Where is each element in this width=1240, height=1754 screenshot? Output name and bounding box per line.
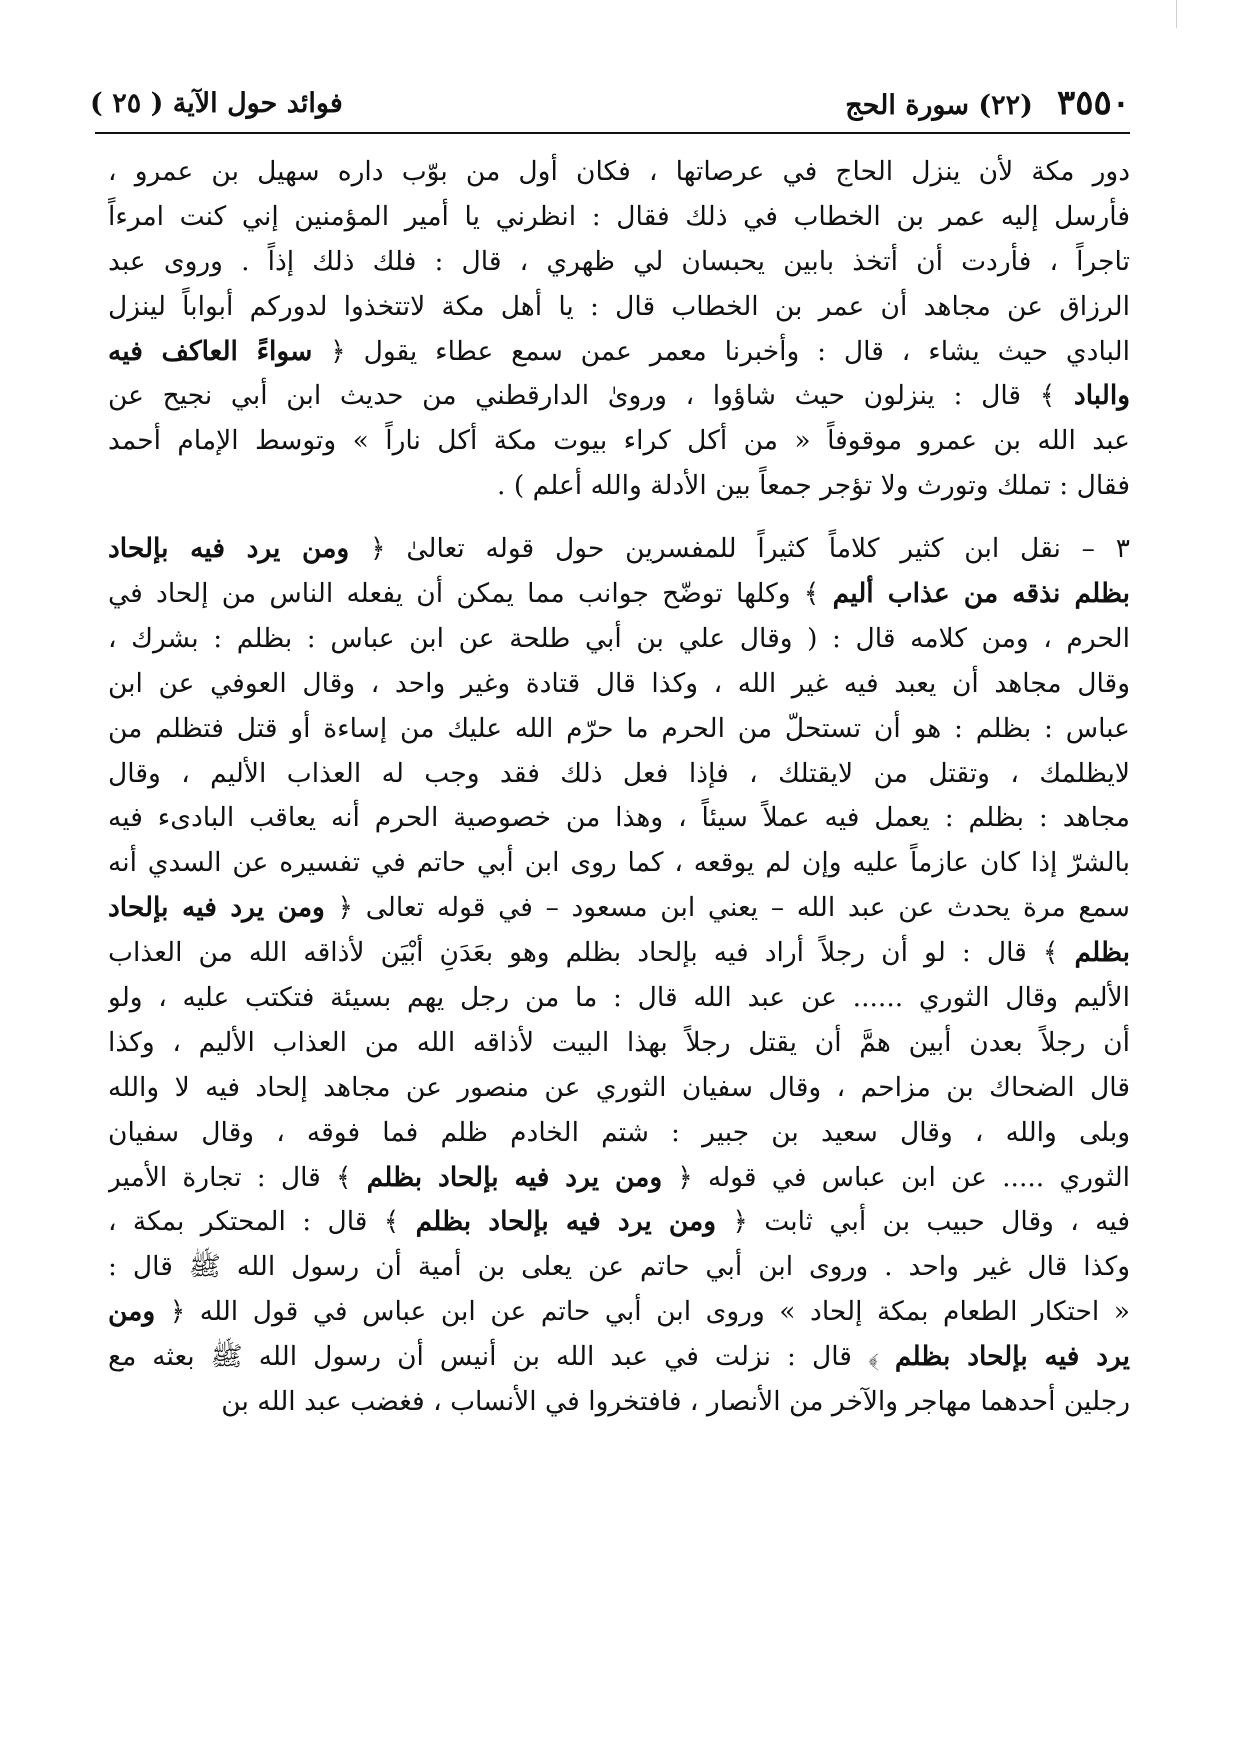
text-line bbox=[108, 886, 1130, 931]
text-line: لايظلمك ، وتقتل من لايقتلك ، فإذا فعل ذلك فقد وجب له العذاب الأليم ، وقال bbox=[108, 757, 1130, 789]
surah-title: (٢٢) سورة الحج bbox=[845, 90, 1033, 121]
quran-verse-text: ومن bbox=[108, 1296, 156, 1328]
text-line bbox=[108, 931, 1130, 976]
text-line: تاجراً ، فأردت أن أتخذ بابين يحبسان لي ظهري ، قال : فلك ذلك إذاً . وروى عبد bbox=[108, 245, 1130, 277]
text-line: عبد الله بن عمرو موقوفاً « من أكل كراء بيوت مكة أكل ناراً » وتوسط الإمام أحمد bbox=[108, 425, 1130, 457]
running-header bbox=[90, 78, 1130, 128]
text-line bbox=[108, 527, 1130, 572]
text-body bbox=[108, 150, 1130, 1425]
quran-verse-text: ومن يرد فيه بإلحاد بظلم bbox=[366, 1161, 663, 1193]
text-line: الحرم ، ومن كلامه قال : ( وقال علي بن أبي طلحة عن ابن عباس : بظلم : بشرك ، bbox=[108, 622, 1130, 654]
text-line: أن رجلاً بعدن أبين همَّ أن يقتل رجلاً بهذا البيت لأذاقه الله من العذاب الأليم ، وكذا bbox=[108, 1026, 1130, 1058]
quran-verse-text: بظلم bbox=[1074, 937, 1130, 969]
text-line: فقال : تملك وتورث ولا تؤجر جمعاً بين الأدلة والله أعلم ) . bbox=[496, 470, 1130, 502]
line-text: ٣ – نقل ابن كثير كلاماً كثيراً للمفسرين حول قوله تعالىٰ ﴿ bbox=[349, 533, 1130, 565]
line-text: ﴾ قال : ينزلون حيث شاؤوا ، وروىٰ الدارقطني من حديث ابن أبي نجيح عن bbox=[108, 380, 1074, 412]
paragraph-1 bbox=[108, 150, 1130, 509]
text-line: وكذا قال غير واحد . وروى ابن أبي حاتم عن يعلى بن أمية أن رسول الله ﷺ قال : bbox=[108, 1251, 1130, 1283]
text-line bbox=[108, 572, 1130, 617]
paragraph-gap bbox=[108, 509, 1130, 527]
text-line bbox=[108, 1156, 1130, 1201]
page-number: ٣٥٥٠ bbox=[1056, 83, 1130, 123]
header-right bbox=[845, 83, 1130, 123]
quran-verse-text: ومن يرد فيه بإلحاد bbox=[108, 892, 325, 924]
text-line: وبلى والله ، وقال سعيد بن جبير : شتم الخادم ظلم فما فوقه ، وقال سفيان bbox=[108, 1116, 1130, 1148]
text-line bbox=[108, 1290, 1130, 1335]
text-line: رجلين أحدهما مهاجر والآخر من الأنصار ، فافتخروا في الأنساب ، فغضب عبد الله بن bbox=[221, 1386, 1130, 1418]
text-line bbox=[108, 1200, 1130, 1245]
margin-mark bbox=[1176, 0, 1177, 28]
text-line: قال الضحاك بن مزاحم ، وقال سفيان الثوري عن منصور عن مجاهد إلحاد فيه لا والله bbox=[108, 1071, 1130, 1103]
text-line bbox=[108, 374, 1130, 419]
quran-verse-text: بظلم نذقه من عذاب أليم bbox=[832, 578, 1130, 610]
line-text: ﴾ وكلها توضّح جوانب مما يمكن أن يفعله الناس من إلحاد في bbox=[108, 578, 833, 610]
header-rule bbox=[95, 132, 1130, 134]
text-line: دور مكة لأن ينزل الحاج في عرصاتها ، فكان أول من بوّب داره سهيل بن عمرو ، bbox=[108, 156, 1130, 187]
quran-verse-text: والباد bbox=[1073, 380, 1130, 412]
paragraph-2 bbox=[108, 527, 1130, 1425]
text-line: عباس : بظلم : هو أن تستحلّ من الحرم ما حرّم الله عليك من إساءة أو قتل فتظلم من bbox=[108, 712, 1130, 744]
text-line: بالشرّ إذا كان عازماً عليه وإن لم يوقعه ، كما روى ابن أبي حاتم في تفسيره عن السدي أنه bbox=[108, 847, 1130, 879]
line-text: ﴾ قال : المحتكر بمكة ، bbox=[108, 1206, 416, 1238]
text-line bbox=[108, 330, 1130, 375]
text-line: الرزاق عن مجاهد أن عمر بن الخطاب قال : يا أهل مكة لاتتخذوا لدوركم أبواباً لينزل bbox=[108, 290, 1130, 322]
line-text: الثوري ..... عن ابن عباس في قوله ﴿ bbox=[662, 1161, 1130, 1193]
text-line: فأرسل إليه عمر بن الخطاب في ذلك فقال : انظرني يا أمير المؤمنين إني كنت امرءاً bbox=[108, 200, 1130, 232]
text-line: الأليم وقال الثوري ...... عن عبد الله قال : ما من رجل يهم بسيئة فتكتب عليه ، ولو bbox=[108, 982, 1130, 1014]
line-text: ﴾ قال : نزلت في عبد الله بن أنيس أن رسول الله ﷺ بعثه مع bbox=[108, 1341, 895, 1373]
text-line: وقال مجاهد أن يعبد فيه غير الله ، وكذا قال قتادة وغير واحد ، وقال العوفي عن ابن bbox=[108, 667, 1130, 699]
text-line bbox=[108, 1335, 1130, 1380]
text-line: مجاهد : بظلم : يعمل فيه عملاً سيئاً ، وهذا من خصوصية الحرم أنه يعاقب البادىء فيه bbox=[108, 802, 1130, 834]
section-title: فوائد حول الآية ( ٢٥ ) bbox=[90, 87, 343, 119]
quran-verse-text: ومن يرد فيه بإلحاد bbox=[108, 533, 350, 565]
line-text: فيه ، وقال حبيب بن أبي ثابت ﴿ bbox=[716, 1206, 1130, 1238]
quran-verse-text: يرد فيه بإلحاد بظلم bbox=[894, 1341, 1130, 1373]
line-text: ﴾ قال : لو أن رجلاً أراد فيه بإلحاد بظلم وهو بعَدَنِ أبْيَن لأذاقه الله من العذاب bbox=[108, 937, 1075, 969]
quran-verse-text: سواءً العاكف فيه bbox=[108, 335, 313, 367]
line-text: « احتكار الطعام بمكة إلحاد » وروى ابن أبي حاتم عن ابن عباس في قول الله ﴿ bbox=[155, 1296, 1130, 1328]
line-text: ﴾ قال : تجارة الأمير bbox=[108, 1161, 367, 1193]
line-text: سمع مرة يحدث عن عبد الله – يعني ابن مسعود – في قوله تعالى ﴿ bbox=[324, 892, 1130, 924]
quran-verse-text: ومن يرد فيه بإلحاد بظلم bbox=[415, 1206, 717, 1238]
line-text: البادي حيث يشاء ، قال : وأخبرنا معمر عمن سمع عطاء يقول ﴿ bbox=[312, 335, 1130, 367]
